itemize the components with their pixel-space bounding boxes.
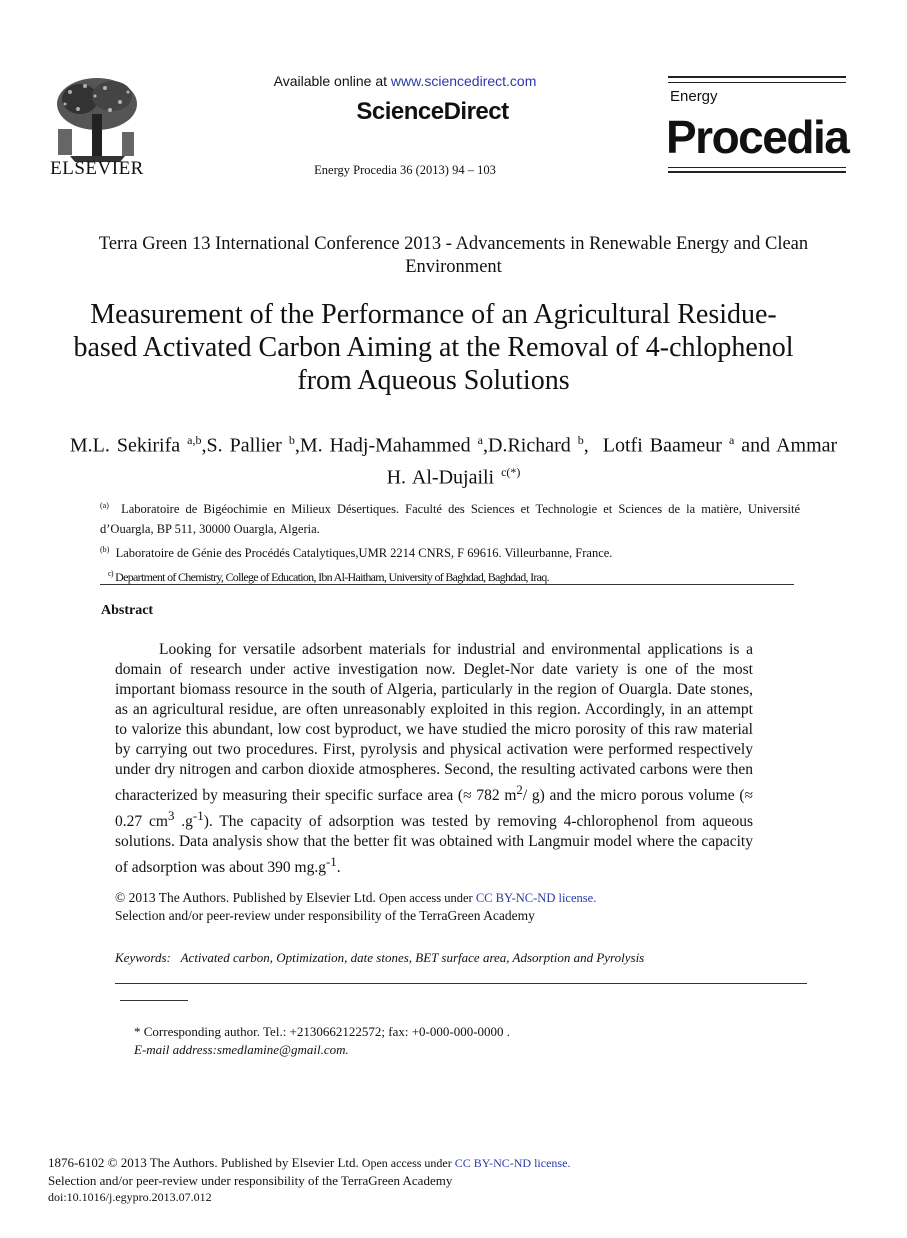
author-affil-mark: b bbox=[577, 433, 584, 447]
brand-rule-top bbox=[668, 76, 846, 78]
author-name: M.L. Sekirifa bbox=[69, 434, 181, 457]
affiliation-mark: (b) bbox=[100, 545, 110, 554]
affiliation-text: Department of Chemistry, College of Education, Ibn Al-Haitham, University of Baghdad, Baghdad, Iraq. bbox=[115, 570, 549, 584]
abstract-heading: Abstract bbox=[101, 603, 154, 618]
abstract-superscript: 3 bbox=[167, 808, 175, 824]
journal-brand-main: Procedia bbox=[666, 111, 849, 163]
review-line: Selection and/or peer-review under responsibility of the TerraGreen Academy bbox=[115, 908, 535, 923]
affiliation-a bbox=[100, 496, 800, 539]
issn-line bbox=[48, 1154, 570, 1172]
author-separator: , bbox=[583, 434, 589, 457]
page-footer bbox=[48, 1154, 570, 1206]
author-separator: , bbox=[294, 434, 300, 457]
author-name: Lotfi Baameur bbox=[602, 434, 722, 457]
license-link[interactable]: CC BY-NC-ND license. bbox=[475, 891, 597, 905]
issn-text: 1876-6102 © 2013 The Authors. Published by Elsevier Ltd. bbox=[48, 1155, 359, 1170]
affiliation-text: Laboratoire de Génie des Procédés Catalytiques,UMR 2214 CNRS, F 69616. Villeurbanne, France. bbox=[115, 546, 613, 561]
copyright-block bbox=[115, 889, 795, 924]
corresponding-author: * Corresponding author. Tel.: +2130662122572; fax: +0-000-000-0000 . bbox=[134, 1024, 511, 1039]
author-affil-mark: a bbox=[477, 433, 483, 447]
open-access-text: Open access under bbox=[375, 891, 476, 905]
affiliation-mark: (a) bbox=[100, 501, 109, 510]
platform-name: ScienceDirect bbox=[356, 98, 509, 125]
author-name: D.Richard bbox=[488, 434, 571, 457]
abstract-text: .g bbox=[174, 813, 193, 831]
author-affil-mark: b bbox=[288, 433, 295, 447]
email-address: E-mail address:smedlamine@gmail.com. bbox=[134, 1042, 349, 1057]
author-affil-mark: a,b bbox=[187, 433, 202, 447]
keywords-divider bbox=[115, 983, 807, 984]
affiliation-mark: c) bbox=[108, 569, 113, 578]
paper-title: Measurement of the Performance of an Agricultural Residue-based Activated Carbon Aiming at the Removal of 4-chlophenol from Aqueous Solutions bbox=[73, 299, 794, 396]
abstract-text: . bbox=[336, 859, 341, 877]
author-name: M. Hadj-Mahammed bbox=[299, 434, 471, 457]
abstract-text: ). The capacity of adsorption was tested by removing 4-chlorophenol from aqueous solutions. Data analysis show that the better fit was obtained with Langmuir model where the capacity of adsorption was about 390 mg.g bbox=[115, 813, 754, 877]
abstract-text: / g) and the micro porous volume (≈ 0.27 cm bbox=[115, 787, 753, 831]
footer-open-access: Open access under bbox=[358, 1156, 455, 1170]
keywords-label: Keywords: bbox=[115, 950, 171, 965]
footer-review-line: Selection and/or peer-review under responsibility of the TerraGreen Academy bbox=[48, 1173, 453, 1188]
author-name: S. Pallier bbox=[206, 434, 282, 457]
keywords-text: Activated carbon, Optimization, date stones, BET surface area, Adsorption and Pyrolysis bbox=[180, 950, 645, 965]
journal-brand-top: Energy bbox=[670, 88, 718, 105]
footnote-divider bbox=[120, 1000, 188, 1001]
journal-reference: Energy Procedia 36 (2013) 94 – 103 bbox=[314, 163, 496, 177]
affiliation-b bbox=[100, 540, 800, 563]
author-list bbox=[60, 427, 847, 490]
conference-name: Terra Green 13 International Conference 2013 - Advancements in Renewable Energy and Clean Environment bbox=[98, 234, 809, 277]
keywords bbox=[115, 950, 805, 966]
author-separator: , bbox=[201, 434, 207, 457]
sciencedirect-link[interactable]: www.sciencedirect.com bbox=[390, 73, 537, 89]
affiliation-divider bbox=[100, 584, 794, 585]
abstract-superscript: -1 bbox=[192, 808, 204, 824]
footer-license-link[interactable]: CC BY-NC-ND license. bbox=[454, 1156, 571, 1170]
copyright-text: © 2013 The Authors. Published by Elsevier Ltd. bbox=[115, 890, 376, 905]
abstract-superscript: -1 bbox=[325, 854, 337, 870]
copyright-line bbox=[115, 889, 795, 907]
brand-rule-bottom-thick bbox=[668, 171, 846, 173]
availability-prefix: Available online at bbox=[273, 73, 391, 89]
author-name: Ammar H. Al-Dujaili bbox=[386, 434, 838, 489]
abstract-superscript: 2 bbox=[516, 782, 523, 797]
author-separator: , bbox=[483, 434, 488, 457]
correspondence bbox=[134, 1023, 510, 1059]
author-separator: and bbox=[734, 434, 771, 457]
publisher-name: ELSEVIER bbox=[50, 158, 144, 179]
author-affil-mark: c(*) bbox=[501, 464, 521, 479]
author-affil-mark: a bbox=[728, 433, 735, 447]
abstract-text: Looking for versatile adsorbent materials for industrial and environmental applications is a domain of research under active investigation now. Deglet-Nor date variety is one of the most important biomass resource in the south of Algeria, particularly in the region of Ouargla. Date stones, as an agricultural residue, are often unreasonably exploited in this region. Accordingly, in an attempt to valorize this abundant, low cost byproduct, we have studied the micro porosity of this raw material by carrying out two procedures. First, pyrolysis and physical activation were performed respectively under dry nitrogen and carbon dioxide atmospheres. Second, the resulting activated carbons were then characterized by measuring their specific surface area (≈ 782 m bbox=[115, 641, 753, 805]
abstract-body bbox=[115, 640, 753, 878]
availability-line bbox=[200, 73, 610, 89]
brand-rule-top-thin bbox=[668, 82, 846, 83]
doi[interactable]: doi:10.1016/j.egypro.2013.07.012 bbox=[48, 1190, 212, 1204]
brand-rule-bottom bbox=[668, 167, 846, 168]
affiliation-text: Laboratoire de Bigéochimie en Milieux Désertiques. Faculté des Sciences et Technologie et Sciences de la matière, Université d’Ouargla, BP 511, 30000 Ouargla, Algeria. bbox=[100, 502, 801, 537]
